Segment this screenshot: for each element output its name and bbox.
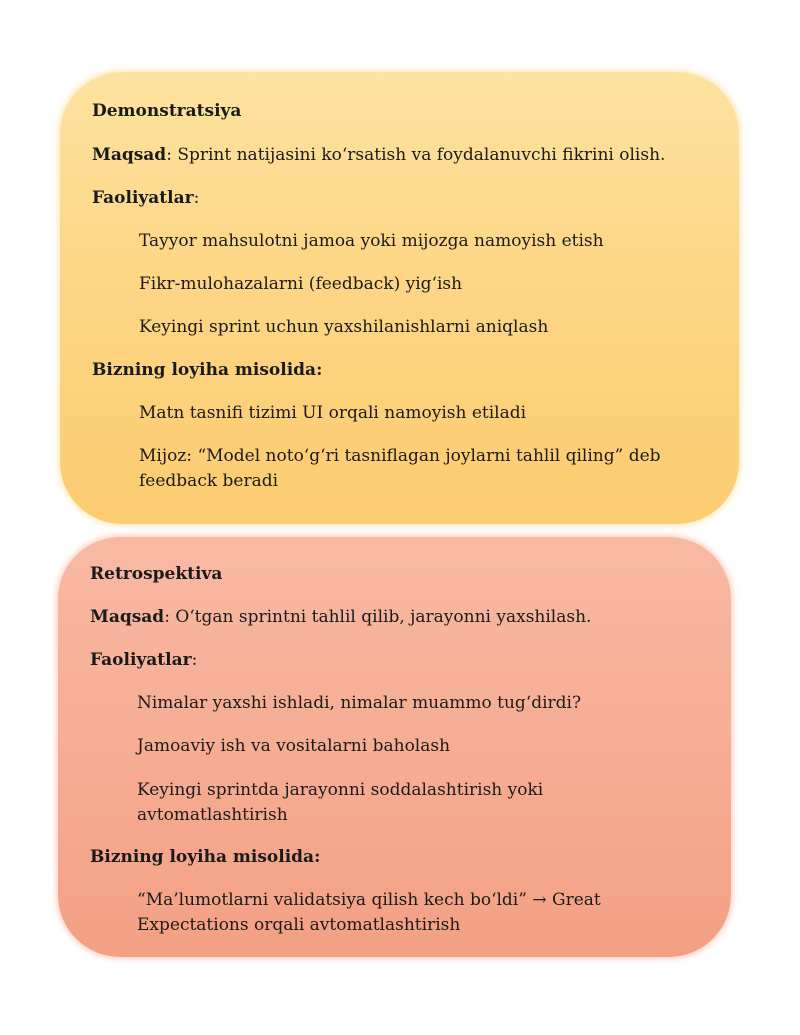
goal-label: Maqsad xyxy=(92,145,167,165)
list-item: Mijoz: “Model noto‘g‘ri tasniflagan joylarni tahlil qiling” deb feedback beradi xyxy=(139,446,661,491)
activities-label: Faoliyatlar xyxy=(90,650,192,670)
list-item: Nimalar yaxshi ishladi, nimalar muammo tug‘dirdi? xyxy=(137,693,582,713)
demonstration-card xyxy=(60,72,739,524)
list-item: “Ma’lumotlarni validatsiya qilish kech bo‘ldi” → Great Expectations orqali avtomatlashtirish xyxy=(137,890,601,935)
list-item: Matn tasnifi tizimi UI orqali namoyish etiladi xyxy=(139,403,527,423)
list-item: Jamoaviy ish va vositalarni baholash xyxy=(137,736,451,756)
card-title: Demonstratsiya xyxy=(92,101,242,121)
retrospective-card xyxy=(58,537,731,957)
example-heading: Bizning loyiha misolida: xyxy=(90,847,321,867)
list-item: Keyingi sprint uchun yaxshilanishlarni aniqlash xyxy=(139,317,549,337)
goal-text: : Sprint natijasini ko‘rsatish va foydalanuvchi fikrini olish. xyxy=(166,145,666,165)
activities-heading: Faoliyatlar: xyxy=(90,650,198,670)
activities-heading: Faoliyatlar: xyxy=(92,188,200,208)
goal-label: Maqsad xyxy=(90,607,165,627)
example-heading: Bizning loyiha misolida: xyxy=(92,360,323,380)
list-item: Tayyor mahsulotni jamoa yoki mijozga namoyish etish xyxy=(139,231,604,251)
goal-line xyxy=(92,143,665,168)
goal-line xyxy=(90,605,591,630)
list-item: Keyingi sprintda jarayonni soddalashtirish yoki avtomatlashtirish xyxy=(137,780,544,825)
activities-label: Faoliyatlar xyxy=(92,188,194,208)
goal-text: : O‘tgan sprintni tahlil qilib, jarayonni yaxshilash. xyxy=(164,607,592,627)
card-title: Retrospektiva xyxy=(90,564,223,584)
list-item: Fikr-mulohazalarni (feedback) yig‘ish xyxy=(139,274,463,294)
